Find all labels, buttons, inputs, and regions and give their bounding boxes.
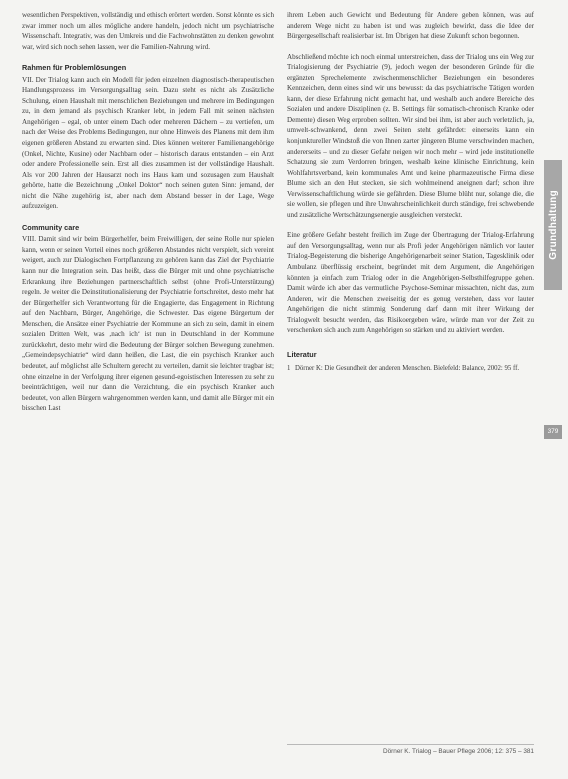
- reference-text: Dörner K: Die Gesundheit der anderen Menschen. Bielefeld: Balance, 2002: 95 ff.: [295, 365, 520, 373]
- footer-rule: [287, 744, 534, 745]
- footer-citation: Dörner K. Trialog – Bauer Pflege 2006; 12: 375 – 381: [383, 748, 534, 755]
- paragraph-viii: VIII. Damit sind wir beim Bürgerhelfer, beim Freiwilligen, der seine Rolle nur spielen kann, wenn er seinen Vorteil eines noch größeren Abstandes nicht verspielt, sich vereint weigert, auch zur Dialogischen Fortpflanzung zu gehören kann das Ziel der Psychiatrie kann nur die Integration sein. Das heißt, dass die Bürger mit und ohne psychiatrische Erkrankung ihre Beziehungen partnerschaftlich selbst (ohne Profi-Unterstützung) regeln. Je weiter die Deinstitutionalisierung der Psychiatrie fortschreitet, desto mehr hat der Bürgerhelfer sich Verantwortung für die Engagierte, das Engagement in Richtung auf den Nachbarn, Bürger, Angehörige, die Schwester. Das eigene Bürgertum der Menschen, die Ansätze einer Psychiatrie der Kommune an sich zu sein, damit in einem sozialen Dritten Welt, was ‚nach ich‘ ist nun in Deutschland in der Kommune zurückkehrt, desto mehr wird die Bedeutung der Bürger solchen Bewegung zunehmen. „Gemeindepsychiatrie“ wird dann heißen, die Last, die ein psychisch Kranker auch bedeutet, auf möglichst alle Schultern gerecht zu verteilen, damit sie leichter tragbar ist; ohne einzelne in der Verfolgung ihrer eigenen gesund-egoistischen Interessen zu sehr zu beeinträchtigen, weil nur dann die Verzichtung, die ein psychisch Kranker auch bedeutet, von allen Bürgern wahrgenommen werden kann, und damit alle Bürger mit ein bisschen Last: [22, 235, 274, 413]
- section-heading-community-care: Community care: [22, 222, 80, 232]
- side-tab-label: Grundhaltung: [547, 190, 559, 260]
- section-side-tab: [544, 160, 562, 290]
- closing-paragraph: Abschließend möchte ich noch einmal unterstreichen, dass der Trialog uns ein Weg zur Trialogisierung der Psychiatrie (9), jedoch wegen der besonderen Gründe für die ergänzten Sprechelemente zwischenmenschlicher Beziehungen ein besonderes Kennzeichen, denn eines sind wir uns bewusst: da das psychiatrische Tätigen worden kann, der diese Erfahrung nicht gemacht hat, und weshalb auch andere Bereiche des Sozialen und andere Disziplinen (z. B. Settings für somatisch-chronisch Kranke oder Demente) diesen Weg erproben sollten. Wir sind bei ihm, ist aber auch verletzlich, ja, umwelt-schwankend, denn zwei Seiten steht gefährdet: einerseits kann ein konjunktureller Windstoß die von Ihnen zarter jüngeren Blume verschwinden machen, andererseits – und zu dieser Gefahr neigen wir noch mehr – wird jede institutionelle Schatzung sie zum Verdorren bringen, weshalb keine klinische Einrichtung, kein Wohlfahrtsverband, kein kommunales Amt und keine pharmazeutische Firma diese Blume sich an den Hut stecken, sie sich wohlmeinend aneignen darf; schon ihre Verwissenschaftlichung würde sie gefährden. Diese Blume blüht nur, solange die, die sie wollen, sie pflegen und ihre Unwahrscheinlichkeit durch ständige, frei schwebende und zusätzliche Wertschätzungsenergie ausgleichen versteckt.: [287, 52, 534, 219]
- right-column: [287, 10, 534, 374]
- risk-paragraph: Eine größere Gefahr besteht freilich im Zuge der Übertragung der Trialog-Erfahrung auf den Versorgungsalltag, wenn nur als Profi jeder Angehörigen nämlich vor lauter Trialog-Begeisterung die bisherige Angehörigenarbeit seiner Station, Tagesklinik oder Ambulanz überflüssig erscheint, begründet mit dem Argument, die Angehörigen könnten ja einfach zum Trialog oder in die Angehörigen-Selbsthilfegruppe gehen. Damit würde ich aber das vermutliche Psychose-Seminar missachten, nicht das, zum Anderen, wir die Menschen zweiseitig der es genug verstehen, dass vor lauter Angehörigen die nicht stimmig Sonderung darf dann mit ihrer Wirkung der Trialogwelt besucht werden, das Risikoergeben wäre, würde man vor der Zeit zu verschenken sich auch zum Angehörigen so stärken und zu aktiviert werden.: [287, 231, 534, 335]
- paragraph-vii: VII. Der Trialog kann auch ein Modell für jeden einzelnen diagnostisch-therapeutischen Handlungsprozess im Versorgungsalltag sein. Dazu steht es nicht als Zusätzliche Schulung, einen Haushalt mit menschlichen Beziehungen und mehrere im Bedingungen zu, in dem jemand als psychisch Kranker lebt, in jedem Fall mit seinen nächsten Angehörigen – egal, ob unter einem Dach oder mehreren Dächern – zu vertiefen, um nach der Weise des Problems Bedingungen, nur ohne Hinweis des Planens mit dem ihm eigenen größeren Abstand zu erwarten sind. Dies können weiterer Familienangehörige (Onkel, Nichte, Kusine) oder Nachbarn oder – historisch daraus entstanden – ein Arzt oder andere Professionelle sein. Erst all dies zusammen ist der vollständige Haushalt. Als vor 200 Jahren der Hausarzt noch ins Haus kam und sozusagen zum Haushalt gehörte, hatte die Bezeichnung „Onkel Doktor“ noch seinen guten Sinn: jemand, der nicht die Nähe zugehörig ist, aber nach dem Abstand besser in der Lage, Wege aufzuzeigen.: [22, 75, 274, 211]
- left-column: [22, 10, 274, 414]
- section-heading-problemloesungen: Rahmen für Problemlösungen: [22, 63, 127, 73]
- reference-item: [287, 364, 534, 374]
- page-number: 379: [544, 425, 562, 439]
- intro-paragraph: wesentlichen Perspektiven, vollständig und ethisch erörtert werden. Sonst könnte es sich zwar immer noch um alles mögliche andere handeln, jedoch nicht um psychiatrische Wissenschaft. Integrativ, was den Umkreis und die Fachwohnstätten zu denken gewohnt war, wird sich noch sehen lassen, wer die Familien-Nahrung wird.: [22, 11, 274, 51]
- continued-paragraph: ihrem Leben auch Gewicht und Bedeutung für Andere geben können, was auf anderem Wege nicht zu haben ist und was zugleich bewirkt, dass die Idee der Bürgergesellschaft realisierbar ist. Im Übrigen hat diese Zukunft schon begonnen.: [287, 11, 534, 41]
- literature-heading: Literatur: [287, 349, 317, 359]
- reference-number: 1: [287, 365, 291, 373]
